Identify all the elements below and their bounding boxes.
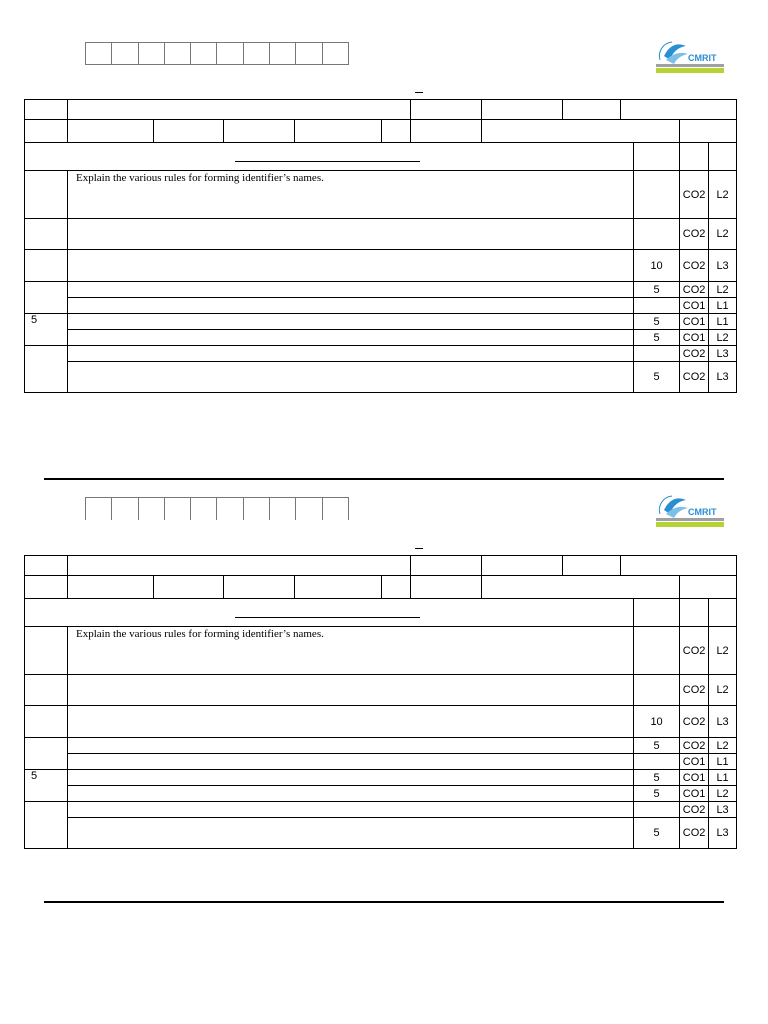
level-cell: L3 bbox=[709, 250, 737, 282]
level-cell: L2 bbox=[709, 627, 737, 675]
header-cell bbox=[68, 576, 154, 599]
qnum-cell bbox=[25, 627, 68, 675]
co-cell: CO2 bbox=[680, 818, 709, 849]
question-row bbox=[25, 754, 737, 770]
co-cell: CO2 bbox=[680, 802, 709, 818]
question-row bbox=[25, 362, 737, 393]
title-row bbox=[25, 599, 737, 627]
question-text bbox=[68, 738, 634, 754]
header-cell bbox=[25, 100, 68, 120]
title-underline bbox=[235, 616, 420, 618]
marks-cell bbox=[634, 219, 680, 250]
level-cell: L1 bbox=[709, 314, 737, 330]
title-cell bbox=[25, 599, 634, 627]
co-cell: CO1 bbox=[680, 754, 709, 770]
header-cell bbox=[621, 556, 737, 576]
header-cell bbox=[563, 556, 621, 576]
level-cell: L2 bbox=[709, 171, 737, 219]
question-text bbox=[68, 770, 634, 786]
marks-cell bbox=[634, 298, 680, 314]
question-text bbox=[68, 818, 634, 849]
header-cell bbox=[224, 576, 295, 599]
co-cell: CO2 bbox=[680, 282, 709, 298]
usn-box bbox=[85, 497, 349, 520]
marks-cell: 5 bbox=[634, 770, 680, 786]
header-cell bbox=[154, 576, 224, 599]
header-cell bbox=[411, 100, 482, 120]
co-header bbox=[680, 599, 709, 627]
header-cell bbox=[68, 100, 411, 120]
qnum-cell bbox=[25, 738, 68, 770]
header-cell bbox=[411, 576, 482, 599]
co-cell: CO1 bbox=[680, 298, 709, 314]
marks-cell: 5 bbox=[634, 330, 680, 346]
qnum-cell bbox=[25, 675, 68, 706]
header-cell bbox=[25, 576, 68, 599]
question-text bbox=[68, 362, 634, 393]
co-cell: CO2 bbox=[680, 738, 709, 754]
question-row bbox=[25, 282, 737, 298]
level-cell: L2 bbox=[709, 330, 737, 346]
header-cell bbox=[482, 100, 563, 120]
co-cell: CO1 bbox=[680, 786, 709, 802]
co-cell: CO1 bbox=[680, 330, 709, 346]
qnum-cell: 5 bbox=[25, 314, 68, 346]
header-cell bbox=[411, 556, 482, 576]
level-cell: L3 bbox=[709, 802, 737, 818]
marks-cell bbox=[634, 346, 680, 362]
marks-cell: 5 bbox=[634, 314, 680, 330]
question-text bbox=[68, 314, 634, 330]
header-row-1 bbox=[25, 556, 737, 576]
question-row bbox=[25, 802, 737, 818]
question-row bbox=[25, 298, 737, 314]
question-row bbox=[25, 330, 737, 346]
level-cell: L2 bbox=[709, 219, 737, 250]
co-cell: CO1 bbox=[680, 314, 709, 330]
qnum-cell bbox=[25, 706, 68, 738]
question-text bbox=[68, 675, 634, 706]
marks-cell bbox=[634, 171, 680, 219]
logo-text: CMRIT bbox=[688, 507, 717, 517]
marks-cell: 5 bbox=[634, 362, 680, 393]
question-text: Explain the various rules for forming identifier’s names. bbox=[68, 171, 634, 219]
level-cell: L2 bbox=[709, 282, 737, 298]
question-row bbox=[25, 346, 737, 362]
separator-line bbox=[44, 478, 724, 480]
header-dash bbox=[415, 92, 423, 93]
level-cell: L1 bbox=[709, 298, 737, 314]
header-cell bbox=[224, 120, 295, 143]
question-row bbox=[25, 314, 737, 330]
question-text bbox=[68, 346, 634, 362]
co-cell: CO2 bbox=[680, 219, 709, 250]
co-cell: CO2 bbox=[680, 627, 709, 675]
marks-cell: 5 bbox=[634, 738, 680, 754]
title-cell bbox=[25, 143, 634, 171]
co-cell: CO2 bbox=[680, 675, 709, 706]
question-text bbox=[68, 250, 634, 282]
co-cell: CO2 bbox=[680, 250, 709, 282]
title-underline bbox=[235, 160, 420, 162]
question-text bbox=[68, 802, 634, 818]
header-cell bbox=[680, 120, 737, 143]
header-cell bbox=[295, 576, 382, 599]
qnum-cell bbox=[25, 346, 68, 393]
question-text bbox=[68, 706, 634, 738]
level-cell: L2 bbox=[709, 675, 737, 706]
question-row bbox=[25, 627, 737, 675]
header-cell bbox=[680, 576, 737, 599]
level-cell: L1 bbox=[709, 754, 737, 770]
question-text bbox=[68, 282, 634, 298]
header-cell bbox=[563, 100, 621, 120]
question-paper-table bbox=[24, 99, 737, 393]
cmrit-logo bbox=[652, 490, 728, 532]
header-cell bbox=[382, 120, 411, 143]
separator-line bbox=[44, 901, 724, 903]
level-cell: L3 bbox=[709, 346, 737, 362]
marks-cell: 10 bbox=[634, 250, 680, 282]
level-cell: L3 bbox=[709, 818, 737, 849]
question-row bbox=[25, 219, 737, 250]
header-cell bbox=[154, 120, 224, 143]
header-cell bbox=[25, 556, 68, 576]
header-cell bbox=[621, 100, 737, 120]
co-cell: CO2 bbox=[680, 362, 709, 393]
marks-header bbox=[634, 599, 680, 627]
level-cell: L2 bbox=[709, 786, 737, 802]
marks-cell: 5 bbox=[634, 282, 680, 298]
co-cell: CO2 bbox=[680, 706, 709, 738]
cmrit-logo bbox=[652, 36, 728, 78]
qnum-cell bbox=[25, 250, 68, 282]
level-cell: L1 bbox=[709, 770, 737, 786]
qnum-cell: 5 bbox=[25, 770, 68, 802]
question-row bbox=[25, 818, 737, 849]
question-row bbox=[25, 171, 737, 219]
question-row bbox=[25, 738, 737, 754]
header-row-2 bbox=[25, 576, 737, 599]
question-text bbox=[68, 330, 634, 346]
level-cell: L3 bbox=[709, 362, 737, 393]
question-row bbox=[25, 675, 737, 706]
header-cell bbox=[68, 120, 154, 143]
question-text bbox=[68, 786, 634, 802]
co-header bbox=[680, 143, 709, 171]
header-row-2 bbox=[25, 120, 737, 143]
usn-box bbox=[85, 42, 349, 65]
qnum-cell bbox=[25, 171, 68, 219]
logo-text: CMRIT bbox=[688, 53, 717, 63]
question-text bbox=[68, 298, 634, 314]
title-row bbox=[25, 143, 737, 171]
header-cell bbox=[411, 120, 482, 143]
qnum-cell bbox=[25, 802, 68, 849]
marks-header bbox=[634, 143, 680, 171]
header-dash bbox=[415, 548, 423, 549]
marks-cell bbox=[634, 802, 680, 818]
qnum-cell bbox=[25, 282, 68, 314]
marks-cell: 5 bbox=[634, 818, 680, 849]
question-text bbox=[68, 219, 634, 250]
co-cell: CO1 bbox=[680, 770, 709, 786]
co-cell: CO2 bbox=[680, 346, 709, 362]
level-header bbox=[709, 599, 737, 627]
question-paper-table bbox=[24, 555, 737, 849]
question-row bbox=[25, 786, 737, 802]
question-text bbox=[68, 754, 634, 770]
header-cell bbox=[382, 576, 411, 599]
level-cell: L3 bbox=[709, 706, 737, 738]
header-cell bbox=[482, 576, 680, 599]
co-cell: CO2 bbox=[680, 171, 709, 219]
marks-cell: 10 bbox=[634, 706, 680, 738]
header-cell bbox=[482, 556, 563, 576]
header-cell bbox=[68, 556, 411, 576]
header-cell bbox=[25, 120, 68, 143]
question-row bbox=[25, 250, 737, 282]
level-cell: L2 bbox=[709, 738, 737, 754]
question-text: Explain the various rules for forming identifier’s names. bbox=[68, 627, 634, 675]
marks-cell: 5 bbox=[634, 786, 680, 802]
question-row bbox=[25, 706, 737, 738]
header-cell bbox=[295, 120, 382, 143]
marks-cell bbox=[634, 675, 680, 706]
qnum-cell bbox=[25, 219, 68, 250]
marks-cell bbox=[634, 754, 680, 770]
header-cell bbox=[482, 120, 680, 143]
header-row-1 bbox=[25, 100, 737, 120]
level-header bbox=[709, 143, 737, 171]
marks-cell bbox=[634, 627, 680, 675]
question-row bbox=[25, 770, 737, 786]
